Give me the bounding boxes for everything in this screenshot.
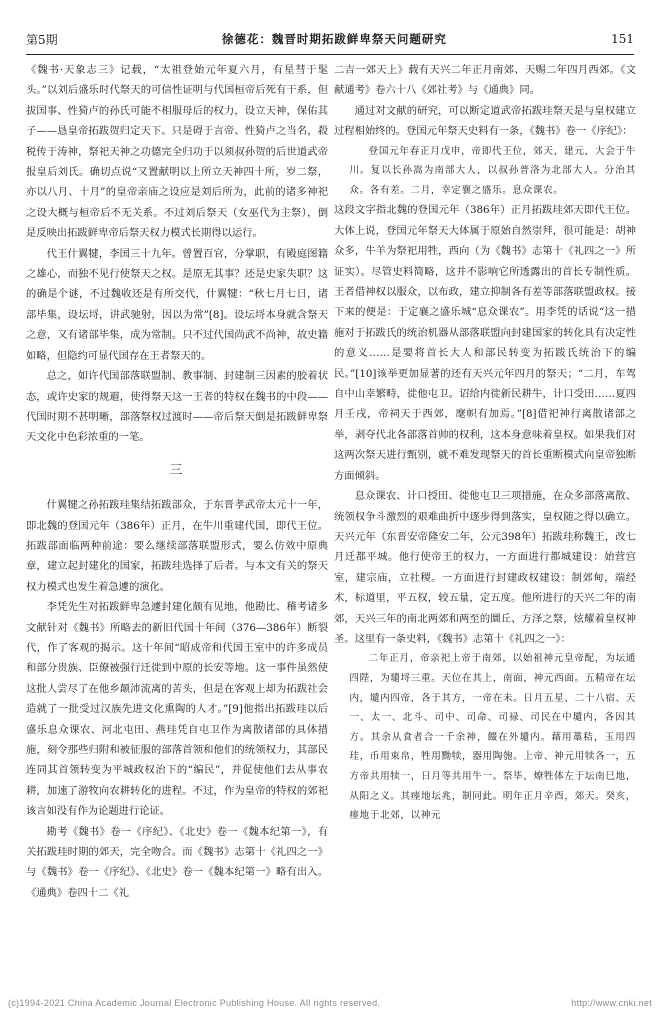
- paragraph: 息众课农、计口授田、徙他屯卫三项措施，在众多部落离散、统领权争斗激烈的艰难曲折中逐步得到落实，皇权随之得以确立。天兴元年（东晋安帝隆安二年，公元398年）拓跋珪称魏王，改七月迁都平城。他行使帝王的权力，一方面进行都城建设：始营宫室，建宗庙，立社稷。一方面进行封建政权建设：制郊甸，端经术，标道里，平五权，较五量，定五度。他所进行的天兴二年的南郊，天兴三年的南北两郊和两至的圜丘、方泽之祭，炫耀着皇权神圣。这里有一条史料，《魏书》志第十《礼四之一》：: [334, 490, 636, 645]
- site-url: http://www.cnki.net: [571, 998, 652, 1008]
- paragraph: 通过对文献的研究，可以断定道武帝拓跋珪祭天是与皇权建立过程相始终的。登国元年祭天史料有一条，《魏书》卷一《序纪》：: [334, 104, 636, 138]
- paragraph: 二吉一郊天上》载有天兴二年正月南郊、天赐二年四月西郊。《文献通考》卷六十八《郊社考》与《通典》同。: [334, 64, 636, 97]
- block-quote: 二年正月，帝亲祀上帝于南郊，以始祖神元皇帝配，为坛通四陛，为壝埒三重。天位在其上，南面，神元西面。五精帝在坛内，壝内四帝，各于其方，一帝在未。日月五星、二十八宿、天一、太一、北斗、司中、司命、司禄、司民在中壝内，各因其方。其余从食者合一千余神，餟在外壝内。藉用藁秸，玉用四珪，币用束帛，牲用黝犊，器用陶匏。上帝、神元用犊各一，五方帝共用犊一，日月等共用牛一。祭毕，燎牲体左于坛南巳地，从阳之义。其瘗地坛兆，制同此。明年正月辛酉，郊天。癸亥，瘗地于北郊，以神元: [349, 653, 636, 822]
- header-rule: [26, 54, 634, 55]
- paragraph: 什翼犍之孙拓跋珪集结拓跋部众，于东晋孝武帝太元十一年，即北魏的登国元年（386年）正月，在牛川重建代国，即代王位。拓跋部面临两种前途：要么继续部落联盟形式，要么仿效中原典章，建立起封建化的国家，拓跋珪选择了后者。与本文有关的祭天权力模式也发生着急遽的演化。: [26, 499, 328, 593]
- left-column: [26, 60, 328, 903]
- paragraph: 代王什翼犍，李国三十九年。曾置百官，分掌职，有殿庭图籍之雄心，而独不见行使祭天之权。是原无其事？还是史家失职？这的确是个谜，不过魏收还是有所交代，什翼犍：“秋七月七日，诸部毕集，设坛埒，讲武驰射，因以为常”[8]。设坛埒本身就含祭天之意，又有诸部毕集，成为常制。只不过代国尚武不尚神，故史籍如略，但隐约可显代国存在王者祭天的。: [26, 247, 328, 362]
- running-header: [26, 28, 634, 50]
- page-number: 151: [611, 32, 634, 46]
- copyright-notice: (c)1994-2021 China Academic Journal Electronic Publishing House. All rights reserved.: [8, 998, 381, 1008]
- copyright-footer: [0, 998, 660, 1012]
- article-running-title: 徐德花：魏晋时期拓跋鲜卑祭天问题研究: [221, 32, 447, 46]
- block-quote: 登国元年春正月戊申，帝即代王位，郊天，建元，大会于牛川。复以长孙嵩为南部大人，以叔孙普洛为北部大人。分治其众。各有差。二月，幸定襄之盛乐。息众课农。: [349, 145, 636, 196]
- paragraph: 李凭先生对拓跋鲜卑急遽封建化颇有见地，他勘比、稽考诸多文献针对《魏书》所略去的新旧代国十年间（376—386年）断裂代，作了客观的揭示。这十年间“昭成帝和代国王室中的许多成员和部分贵族、臣僚被强行迁徙到中原的长安等地。这一事件虽然使这批人尝尽了在他乡颠沛流离的苦头，但是在客观上却为拓跋社会造就了一批受过汉族先进文化熏陶的人才。”[9]他指出拓跋珪以后盛乐息众课农、河北屯田、燕珪凭自屯卫作为离散诸部的具体措施，刻令那些归附和被征服的部落首领和他们的统领权力，其部民连同其首领转变为平城政权治下的“编民”，并促使他们去从事农耕，加速了游牧向农耕转化的进程。不过，作为皇帝的特权的郊祀该言如没有作为论题进行论证。: [26, 601, 328, 818]
- paragraph: 《魏书·天象志三》记载，“太祖登始元年夏六月，有星彗于髦头。”以刘后盛乐时代祭天的可信性证明与代国桓帝后死有干系，但拔国事、性猗卢的孙氏可能不相服母后的权力，设立天神，保佑其子——恳皇帝拓跋贺归定天下。只是碍于言帝、性猗卢之当名，殺税传于涛神，祭祀天神之功德完全归功于以须叔孙贺的后世道武帝报皇后刘氏。确切点说“又置献明以上所立天神四十所，岁二祭，亦以八月、十月”的皇帝亲庙之设应是刘后所为，此前的诸多神祀之设大概与桓帝后不无关系。不过刘后祭天（女巫代为主祭），倒是反映出拓跋鲜卑帝后祭天权力模式长期得以运行。: [26, 64, 328, 240]
- paragraph: 勘考《魏书》卷一《序纪》、《北史》卷一《魏本纪第一》，有关拓跋珪时期的郊天，完全吻合。而《魏书》志第十《礼四之一》与《魏书》卷一《序纪》、《北史》卷一《魏本纪第一》略有出入。《通典》卷四十二《礼: [26, 825, 328, 899]
- right-column: [334, 60, 636, 826]
- issue-label: 第5期: [26, 32, 58, 47]
- paragraph: 总之，如许代国部落联盟制、教事制、封建制三因素的胶着状态，或许史家的规避，使得祭天这一王者的特权在魏书的中段——代国时期不甚明晰，部落祭权过渡时——帝后祭天倒是拓跋鲜卑祭天文化中色彩浓重的一笔。: [26, 370, 328, 444]
- section-heading: 三: [169, 462, 185, 478]
- paragraph: 这段文字指北魏的登国元年（386年）正月拓跋珪郊天即代王位。大体上说，登国元年祭天大体属于原始自然崇拜，很可能是：胡神众多，牛羊为祭祀用牲，西向（为《魏书》志第十《礼四之一》所证实）。尽管史料简略，这并不影响它所透露出的首长专制性质。王者借神权以服众，以布政，建立抑制各有差等部落联盟政权。接下来的便是：于定襄之盛乐城“息众课农”。用李凭的话说“这一措施对于拓跋氏的统治机器从部落联盟向封建国家的转化具有决定性的意义……是要将首长大人和部民转变为拓跋氏统治下的编民。”[10]该举更加显著的还有天兴元年四月的祭天；“二月，车驾自中山幸繁畤，徙他屯卫。诏给内徙新民耕牛，计口受田……夏四月壬戌，帝祠天于西郊，麾帜有加焉。”[8]借祀神行离散诸部之举，剥夺代北各部落首帅的权利，这本身意味着皇权。如果我们对这两次祭天进行甄别，就不难发现祭天的首长重断模式向皇帝独断方面倾斜。: [334, 204, 636, 482]
